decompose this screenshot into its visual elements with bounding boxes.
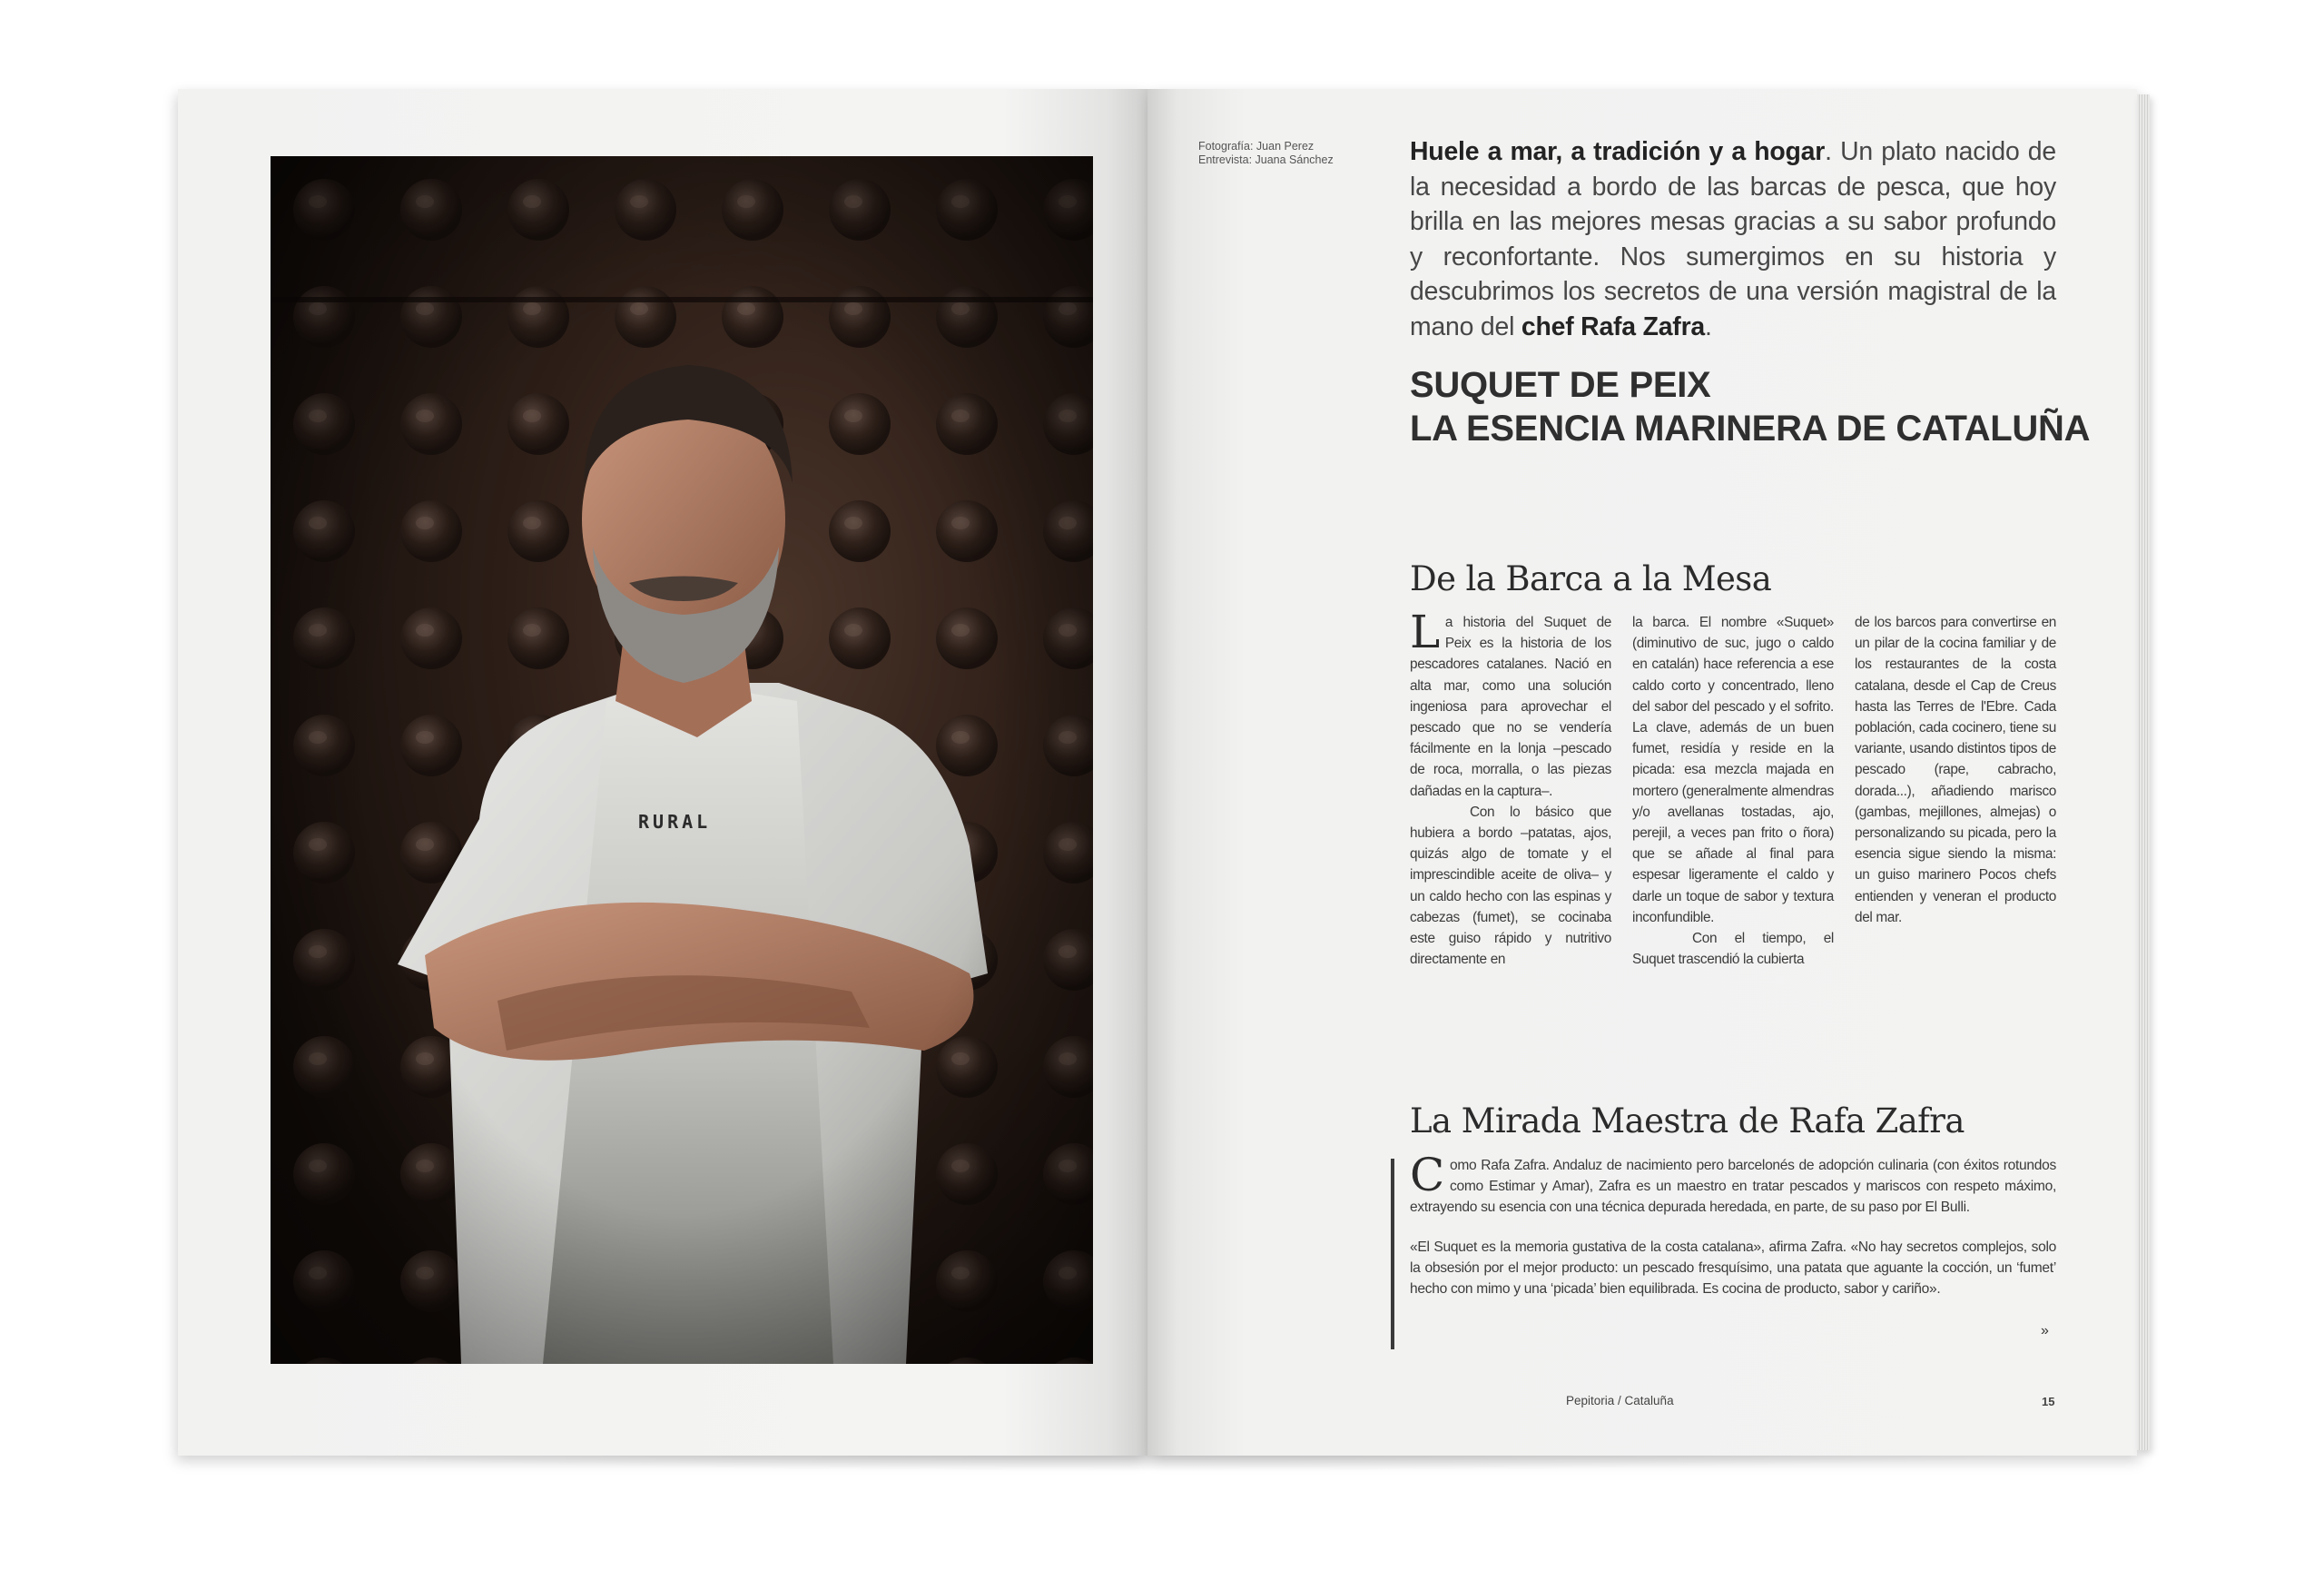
section-1-columns — [1410, 606, 2056, 1002]
column-2 — [1632, 612, 1834, 970]
intro-chef-name: chef Rafa Zafra — [1521, 311, 1706, 341]
column-1-paragraph-2: Con lo básico que hubiera a bordo –patatas, ajos, quizás algo de tomate y el imprescindible aceite de oliva– y un caldo hecho con las espinas y cabezas (fumet), se cocinaba este guiso rápido y nutritivo directamente en — [1410, 804, 1611, 968]
chef-quote: «El Suquet es la memoria gustativa de la costa catalana», afirma Zafra. «No hay secretos complejos, solo la obsesión por el mejor producto: un pescado fresquísimo, una patata que aguante la cocción, un ‘fumet’ hecho con mimo y una ‘picada’ bien equilibrada. Es cocina de producto, sabor y cariño». — [1410, 1239, 2056, 1298]
headline-line-2: LA ESENCIA MARINERA DE CATALUÑA — [1410, 409, 2091, 449]
section-1-title: De la Barca a la Mesa — [1410, 559, 1772, 598]
interview-credit: Entrevista: Juana Sánchez — [1198, 153, 1334, 166]
column-1-paragraph-1: a historia del Suquet de Peix es la historia de los pescadores catalanes. Nació en alta mar, como una solución ingeniosa para aprovechar el pescado que no se vendería fácilmente en la lonja –pescado de roca, morralla, o las piezas dañadas en la captura–. — [1410, 615, 1611, 799]
footer-section-label: Pepitoria / Cataluña — [1566, 1394, 1674, 1407]
dropcap-c: C — [1410, 1149, 1444, 1201]
intro-text-2: . — [1705, 311, 1712, 341]
section-2-paragraph — [1410, 1149, 2056, 1219]
page-edges — [2137, 94, 2150, 1450]
quote-bar — [1391, 1159, 1394, 1349]
column-3 — [1855, 612, 2056, 928]
chef-portrait-photo — [271, 156, 1093, 1364]
photo-credit: Fotografía: Juan Perez — [1198, 140, 1315, 153]
intro-lead: Huele a mar, a tradición y a hogar — [1410, 137, 1826, 166]
section-2-body — [1410, 1149, 2056, 1299]
column-2-paragraph-2: Con el tiempo, el Suquet trascendió la cubierta — [1632, 931, 1834, 968]
article-headline — [1410, 363, 2100, 450]
page-number: 15 — [2042, 1395, 2055, 1408]
intro-text-1: . Un plato nacido de la necesidad a bordo de las barcas de pesca, que hoy brilla en las mejores mesas gracias a su sabor profundo y reconfortante. Nos sumergimos en su historia y descubrimos los secretos de una versión magistral de la mano del — [1410, 137, 2056, 341]
section-2-title: La Mirada Maestra de Rafa Zafra — [1410, 1101, 1965, 1140]
continue-mark: » — [2041, 1323, 2049, 1338]
column-2-paragraph-1: la barca. El nombre «Suquet» (diminutivo de suc, jugo o caldo en catalán) hace referencia a ese caldo corto y concentrado, lleno del sabor del pescado y el sofrito. La clave, además de un buen fumet, residía y reside en la picada: esa mezcla majada en mortero (generalmente almendras y/o avellanas tostadas, ajo, perejil, a veces pan frito o ñora) que se añade al final para espesar ligeramente el caldo y darle un toque de sabor y textura inconfundible. — [1632, 615, 1834, 925]
section-2-text: omo Rafa Zafra. Andaluz de nacimiento pero barcelonés de adopción culinaria (con éxitos rotundos como Estimar y Amar), Zafra es un maestro en tratar pescados y mariscos con respeto máximo, extrayendo su esencia con una técnica depurada heredada, en parte, de su paso por El Bulli. — [1410, 1158, 2056, 1216]
photo-credits — [1198, 140, 1380, 167]
column-3-paragraph-1: de los barcos para convertirse en un pilar de la cocina familiar y de los restaurantes de la costa catalana, desde el Cap de Creus hasta las Terres de l'Ebre. Cada población, cada cocinero, tiene su variante, usando distintos tipos de pescado (rape, cabracho, dorada...), añadiendo marisco (gambas, mejillones, almejas) o personalizando su picada, pero la esencia sigue siendo la misma: un guiso marinero Pocos chefs entienden y veneran el producto del mar. — [1855, 615, 2056, 925]
intro-paragraph — [1410, 134, 2056, 344]
dropcap-l: L — [1410, 606, 1440, 658]
column-1 — [1410, 606, 1611, 970]
headline-line-1: SUQUET DE PEIX — [1410, 365, 1711, 405]
